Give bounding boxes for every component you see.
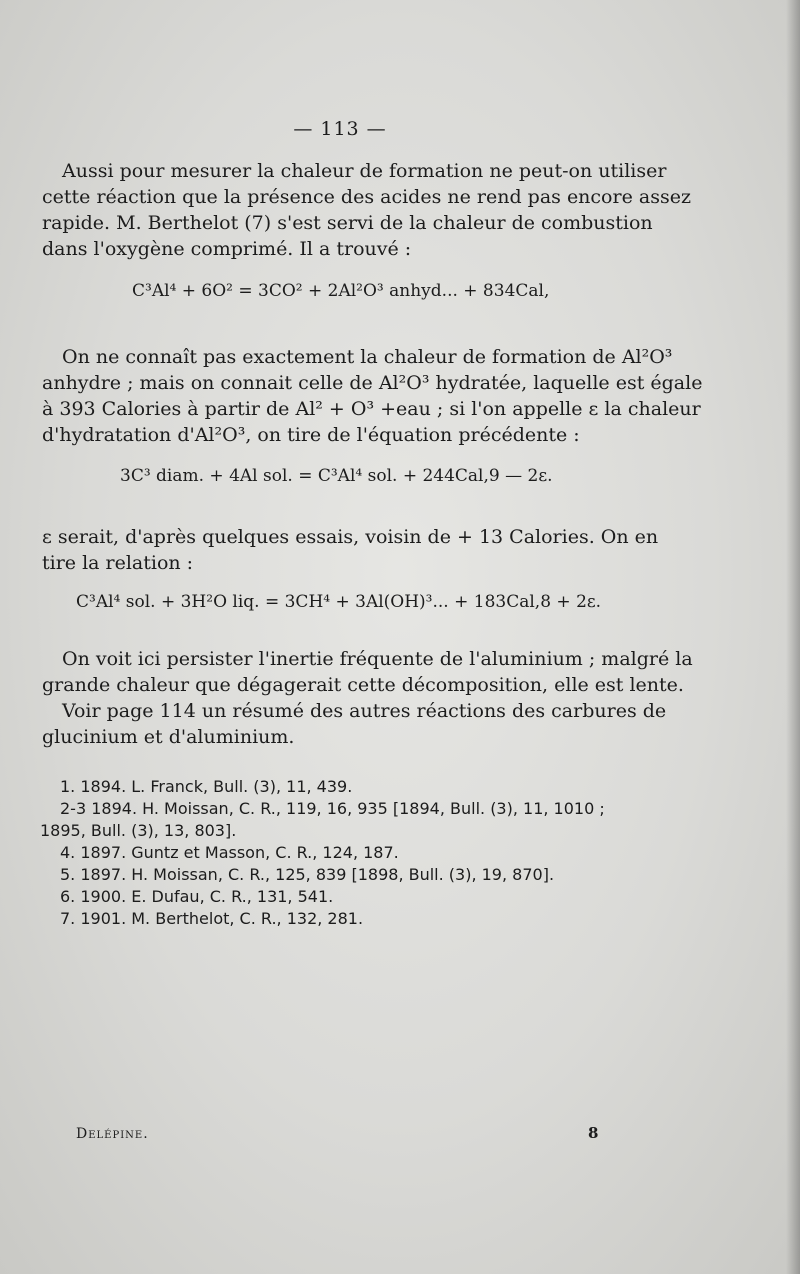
reference-item: 2-3 1894. H. Moissan, C. R., 119, 16, 935 [1894, Bull. (3), 11, 1010 ;	[60, 799, 605, 818]
page-number: — 113 —	[293, 118, 387, 140]
text-line: Voir page 114 un résumé des autres réactions des carbures de	[62, 700, 667, 722]
reference-item: 1. 1894. L. Franck, Bull. (3), 11, 439.	[60, 777, 353, 796]
footer-author: Delépine.	[76, 1126, 149, 1142]
text-line: glucinium et d'aluminium.	[42, 726, 295, 748]
references-list	[40, 776, 640, 930]
reference-item: 1895, Bull. (3), 13, 803].	[40, 821, 237, 840]
paragraph-1	[42, 158, 691, 262]
reference-item: 6. 1900. E. Dufau, C. R., 131, 541.	[60, 887, 334, 906]
text-line: d'hydratation d'Al²O³, on tire de l'équation précédente :	[42, 424, 580, 446]
reference-item: 7. 1901. M. Berthelot, C. R., 132, 281.	[60, 909, 364, 928]
text-line: anhydre ; mais on connait celle de Al²O³ hydratée, laquelle est égale	[42, 372, 703, 394]
equation-1: C³Al⁴ + 6O² = 3CO² + 2Al²O³ anhyd... + 834Cal,	[132, 281, 550, 301]
text-line: grande chaleur que dégagerait cette décomposition, elle est lente.	[42, 674, 684, 696]
text-line: ε serait, d'après quelques essais, voisin de + 13 Calories. On en	[42, 526, 659, 548]
page-edge-shadow	[786, 0, 800, 1274]
text-line: cette réaction que la présence des acides ne rend pas encore assez	[42, 186, 691, 208]
paragraph-2	[42, 344, 703, 448]
text-line: Aussi pour mesurer la chaleur de formation ne peut-on utiliser	[62, 160, 667, 182]
text-line: à 393 Calories à partir de Al² + O³ +eau ; si l'on appelle ε la chaleur	[42, 398, 701, 420]
reference-item: 4. 1897. Guntz et Masson, C. R., 124, 187.	[60, 843, 399, 862]
reference-item: 5. 1897. H. Moissan, C. R., 125, 839 [1898, Bull. (3), 19, 870].	[60, 865, 555, 884]
equation-2: 3C³ diam. + 4Al sol. = C³Al⁴ sol. + 244Cal,9 — 2ε.	[120, 466, 553, 486]
text-line: tire la relation :	[42, 552, 194, 574]
equation-3: C³Al⁴ sol. + 3H²O liq. = 3CH⁴ + 3Al(OH)³... + 183Cal,8 + 2ε.	[76, 592, 602, 612]
paragraph-3	[42, 524, 659, 576]
text-line: rapide. M. Berthelot (7) s'est servi de la chaleur de combustion	[42, 212, 653, 234]
paragraph-4	[42, 646, 693, 750]
text-line: dans l'oxygène comprimé. Il a trouvé :	[42, 238, 412, 260]
text-line: On ne connaît pas exactement la chaleur de formation de Al²O³	[62, 346, 673, 368]
footer-signature-number: 8	[588, 1124, 599, 1142]
text-line: On voit ici persister l'inertie fréquente de l'aluminium ; malgré la	[62, 648, 693, 670]
